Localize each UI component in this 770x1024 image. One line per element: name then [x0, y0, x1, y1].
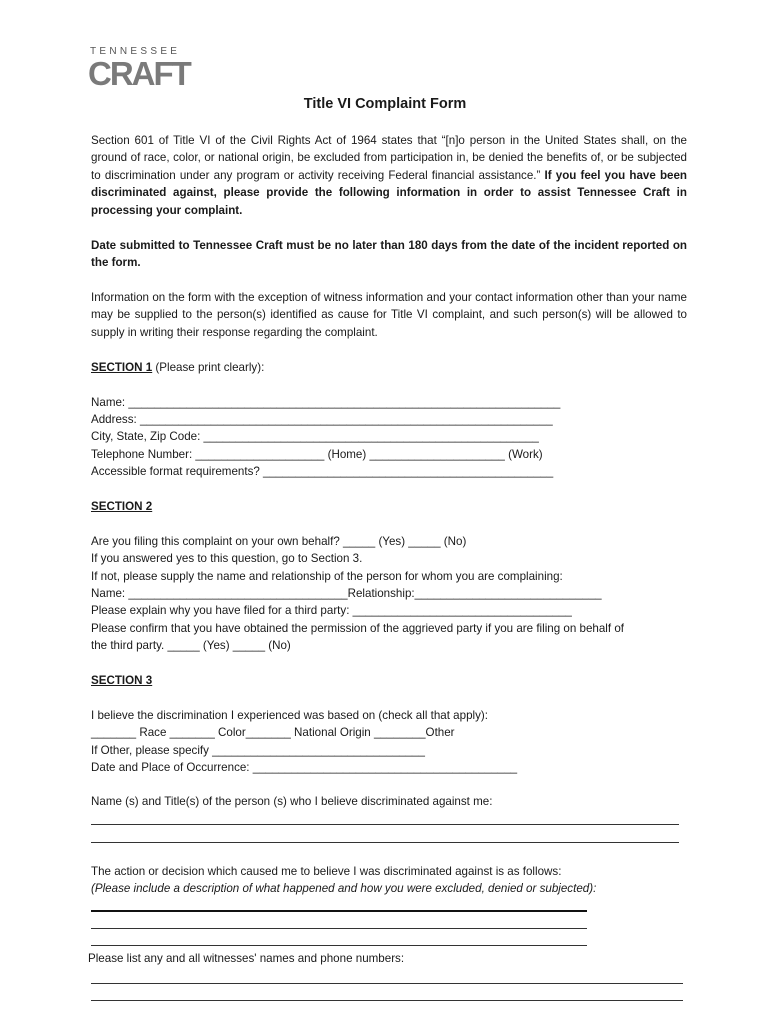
tennessee-craft-logo	[88, 46, 188, 92]
discrimination-basis-text: I believe the discrimination I experienced was based on (check all that apply):	[91, 709, 488, 722]
permission-yes-no[interactable]: the third party. _____ (Yes) _____ (No)	[91, 639, 291, 652]
section2-heading: SECTION 2	[91, 500, 153, 513]
name-field[interactable]: Name: ___________________________________________________________________	[91, 396, 561, 409]
action-prompt: The action or decision which caused me to believe I was discriminated against is as follows:	[91, 865, 562, 878]
other-specify-field[interactable]: If Other, please specify _________________________________	[91, 744, 425, 757]
logo-big-text: CRAFT	[88, 55, 190, 92]
third-party-name-field[interactable]: Name: __________________________________Relationship:_____________________________	[91, 587, 602, 600]
own-behalf-question[interactable]: Are you filing this complaint on your own behalf? _____ (Yes) _____ (No)	[91, 535, 467, 548]
page-title: Title VI Complaint Form	[303, 96, 467, 112]
go-to-section3-text: If you answered yes to this question, go to Section 3.	[91, 552, 363, 565]
logo-small-text: TENNESSEE	[90, 46, 181, 57]
intro-text: Section 601 of Title VI of the Civil Rights Act of 1964 states that “[n]o person in the United States shall, on the ground of race, color, or national origin, be excluded from participation in, be denied the benefits of, or be subjected to discrimination under any program or activity receiving Federal financial assistance.”	[91, 134, 687, 182]
action-line-3[interactable]	[91, 945, 587, 946]
names-line-1[interactable]	[91, 824, 679, 825]
third-party-reason-field[interactable]: Please explain why you have filed for a third party: __________________________________	[91, 604, 572, 617]
witness-line-2[interactable]	[91, 1000, 683, 1001]
witness-line-1[interactable]	[91, 983, 683, 984]
date-place-field[interactable]: Date and Place of Occurrence: _________________________________________	[91, 761, 518, 774]
basis-checkboxes[interactable]: _______ Race _______ Color_______ National Origin ________Other	[91, 726, 455, 739]
supply-name-text: If not, please supply the name and relationship of the person for whom you are complaining:	[91, 570, 563, 583]
action-line-2[interactable]	[91, 928, 587, 929]
action-line-1[interactable]	[91, 910, 587, 912]
section1-header	[91, 359, 264, 376]
names-titles-prompt: Name (s) and Title(s) of the person (s) who I believe discriminated against me:	[91, 795, 493, 808]
address-field[interactable]: Address: ________________________________________________________________	[91, 413, 553, 426]
section1-note: (Please print clearly):	[152, 361, 265, 374]
city-state-zip-field[interactable]: City, State, Zip Code: ____________________________________________________	[91, 430, 539, 443]
telephone-field[interactable]: Telephone Number: ____________________ (Home) _____________________ (Work)	[91, 448, 543, 461]
sharing-paragraph: Information on the form with the exception of witness information and your contact information other than your name may be supplied to the person(s) identified as cause for Title VI complaint, and such person(s) will be allowed to supply in writing their response regarding the complaint.	[91, 291, 687, 339]
names-line-2[interactable]	[91, 842, 679, 843]
section3-heading: SECTION 3	[91, 674, 153, 687]
action-note: (Please include a description of what happened and how you were excluded, denied or subjected):	[91, 882, 597, 895]
intro-paragraph	[91, 132, 687, 219]
deadline-paragraph: Date submitted to Tennessee Craft must be no later than 180 days from the date of the incident reported on the form.	[91, 239, 687, 270]
accessible-format-field[interactable]: Accessible format requirements? _____________________________________________	[91, 465, 554, 478]
intro-bold-text: If you feel you have been discriminated against, please provide the following information in order to assist Tennessee Craft in processing your complaint.	[91, 168, 688, 217]
permission-confirm-text: Please confirm that you have obtained the permission of the aggrieved party if you are filing on behalf of	[91, 622, 624, 635]
section1-heading: SECTION 1	[91, 361, 153, 374]
witness-prompt: Please list any and all witnesses' names and phone numbers:	[88, 952, 405, 965]
